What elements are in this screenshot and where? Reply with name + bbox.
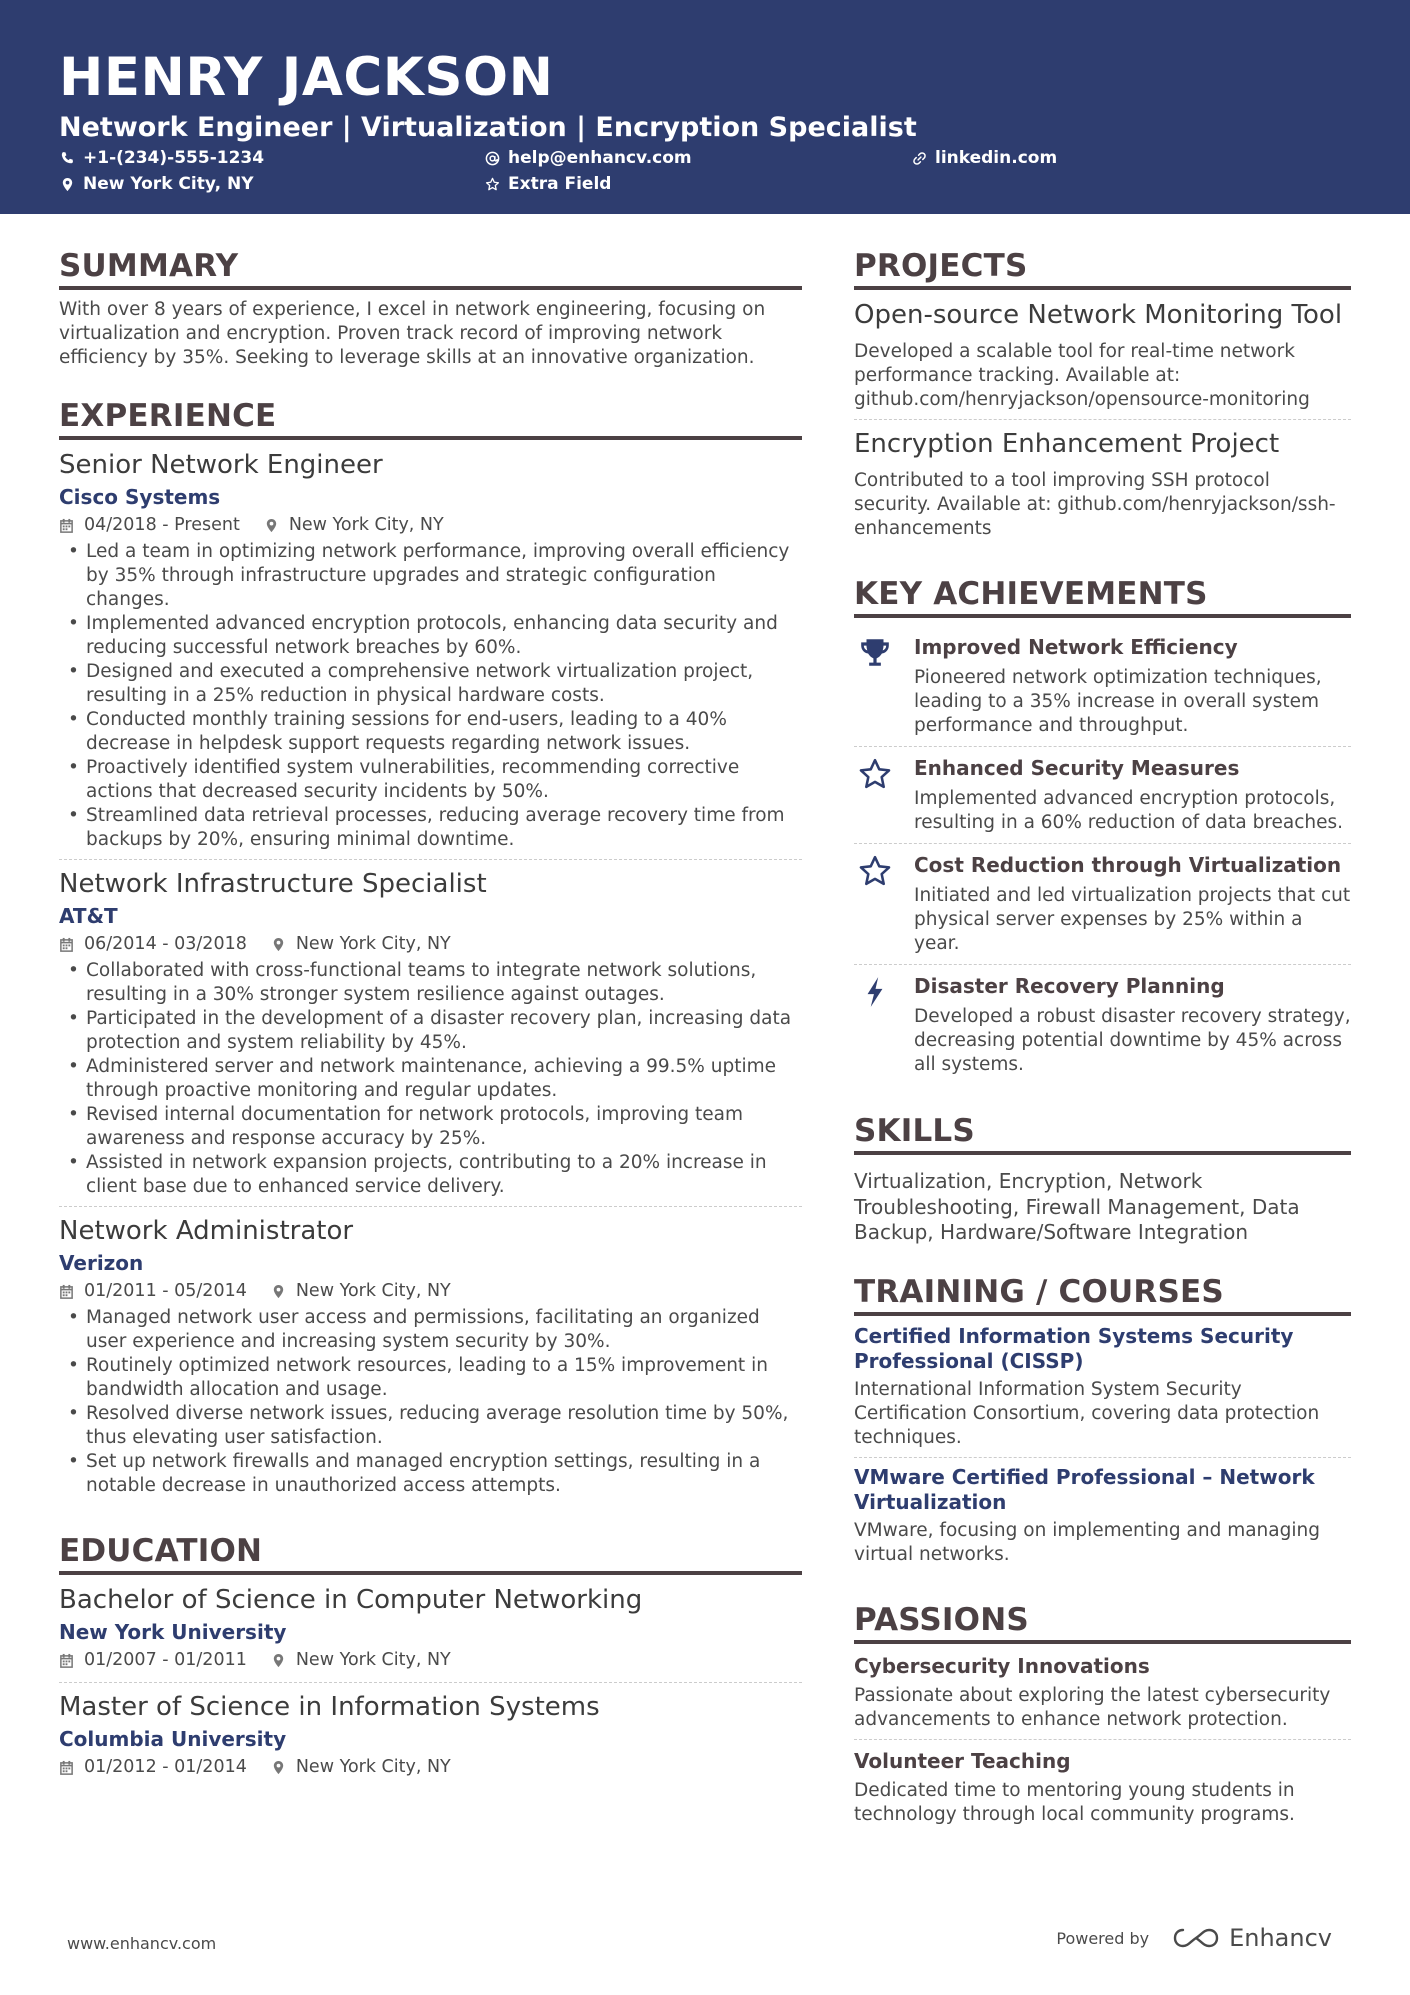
course-name: Certified Information Systems Security Professional (CISSP) (854, 1323, 1294, 1373)
course-description: VMware, focusing on implementing and managing virtual networks. (854, 1519, 1320, 1565)
education-entry (59, 1583, 802, 1683)
job-title: Network Administrator (59, 1216, 354, 1246)
education-dates: 01/2012 - 01/2014 (84, 1757, 247, 1777)
course-entry (854, 1465, 1351, 1574)
projects-section (854, 246, 1351, 548)
job-dates: 01/2011 - 05/2014 (84, 1281, 247, 1301)
achievement-description: Initiated and led virtualization projects that cut physical server expenses by 25% within a year. (914, 885, 1351, 954)
section-title-experience: EXPERIENCE (59, 396, 802, 440)
job-meta (59, 1278, 802, 1304)
contact-linkedin (912, 147, 1057, 169)
bullet-item: • Set up network firewalls and managed encryption settings, resulting in a notable decrease in unauthorized access attempts. (59, 1450, 802, 1498)
contact-extra (485, 173, 611, 195)
footer-website[interactable]: www.enhancv.com (67, 1934, 217, 1953)
summary-text: With over 8 years of experience, I excel in network engineering, focusing on virtualization and encryption. Proven track record of improving network efficiency by 35%. Seeking to leverage skills at an innovative organization. (59, 299, 766, 368)
education-location: New York City, NY (295, 1650, 451, 1670)
school-name: New York University (59, 1620, 287, 1644)
section-title-skills: SKILLS (854, 1111, 1351, 1155)
enhancv-logo[interactable] (1173, 1924, 1332, 1952)
location-text: New York City, NY (83, 174, 254, 194)
experience-entry (59, 1214, 802, 1505)
contact-location (60, 173, 254, 195)
link-icon (912, 151, 927, 166)
passion-entry (854, 1652, 1351, 1740)
course-name: VMware Certified Professional – Network Virtualization (854, 1464, 1315, 1514)
section-title-projects: PROJECTS (854, 246, 1351, 290)
location-pin-icon (60, 177, 75, 192)
experience-entry (59, 448, 802, 860)
degree-title: Bachelor of Science in Computer Networking (59, 1585, 643, 1615)
location-pin-icon (264, 518, 279, 533)
experience-entry (59, 867, 802, 1207)
calendar-icon (59, 937, 74, 952)
skills-section (854, 1111, 1351, 1246)
brand-name: Enhancv (1229, 1924, 1332, 1952)
job-dates: 04/2018 - Present (84, 515, 240, 535)
location-pin-icon (271, 1284, 286, 1299)
extra-field-text: Extra Field (508, 174, 612, 194)
achievement-title: Cost Reduction through Virtualization (914, 853, 1342, 877)
contact-email (485, 147, 692, 169)
section-title-passions: PASSIONS (854, 1600, 1351, 1644)
location-pin-icon (271, 1653, 286, 1668)
phone-text: +1-(234)-555-1234 (83, 148, 265, 168)
achievements-section (854, 574, 1351, 1085)
achievement-entry (854, 747, 1351, 844)
section-title-achievements: KEY ACHIEVEMENTS (854, 574, 1351, 618)
job-location: New York City, NY (295, 934, 451, 954)
powered-by-text: Powered by (1056, 1928, 1150, 1948)
bullet-item: • Implemented advanced encryption protocols, enhancing data security and reducing successful network breaches by 60%. (59, 612, 802, 660)
bullet-item: • Proactively identified system vulnerabilities, recommending corrective actions that decreased security incidents by 50%. (59, 756, 802, 804)
education-section (59, 1531, 802, 1789)
passion-entry (854, 1747, 1351, 1834)
linkedin-text: linkedin.com (935, 148, 1058, 168)
job-bullets (59, 1306, 802, 1498)
bullet-item: • Participated in the development of a disaster recovery plan, increasing data protection and system reliability by 45%. (59, 1007, 802, 1055)
achievement-entry (854, 965, 1351, 1085)
bullet-item: • Routinely optimized network resources, leading to a 15% improvement in bandwidth allocation and usage. (59, 1354, 802, 1402)
bullet-item: • Collaborated with cross-functional teams to integrate network solutions, resulting in a 30% stronger system resilience against outages. (59, 959, 802, 1007)
trophy-icon (858, 636, 892, 670)
calendar-icon (59, 1284, 74, 1299)
contact-phone (60, 147, 264, 169)
project-name: Encryption Enhancement Project (854, 429, 1280, 459)
candidate-name: HENRY JACKSON (59, 47, 554, 108)
education-dates: 01/2007 - 01/2011 (84, 1650, 247, 1670)
passion-description: Passionate about exploring the latest cybersecurity advancements to enhance network protection. (854, 1684, 1331, 1730)
company-name: AT&T (59, 904, 118, 928)
achievement-entry (854, 626, 1351, 747)
candidate-headline: Network Engineer | Virtualization | Encryption Specialist (59, 112, 917, 143)
project-description: Developed a scalable tool for real-time network performance tracking. Available at: github.com/henryjackson/opensource-monitoring (854, 341, 1310, 410)
achievement-description: Implemented advanced encryption protocols, resulting in a 60% reduction of data breaches. (914, 788, 1344, 833)
passion-name: Volunteer Teaching (854, 1748, 1071, 1773)
right-column (854, 246, 1351, 1860)
achievement-description: Pioneered network optimization techniques, leading to a 35% increase in overall system performance and throughput. (914, 667, 1322, 736)
passions-section (854, 1600, 1351, 1834)
degree-title: Master of Science in Information Systems (59, 1692, 600, 1722)
section-title-training: TRAINING / COURSES (854, 1272, 1351, 1316)
job-meta (59, 512, 802, 538)
project-entry (854, 427, 1351, 548)
job-bullets (59, 540, 802, 852)
achievement-entry (854, 844, 1351, 965)
star-icon (858, 757, 892, 791)
passion-description: Dedicated time to mentoring young students in technology through local community programs. (854, 1779, 1295, 1825)
job-location: New York City, NY (288, 515, 444, 535)
job-dates: 06/2014 - 03/2018 (84, 934, 247, 954)
section-title-summary: SUMMARY (59, 246, 802, 290)
education-meta (59, 1647, 802, 1673)
section-title-education: EDUCATION (59, 1531, 802, 1575)
bullet-item: • Designed and executed a comprehensive network virtualization project, resulting in a 25% reduction in physical hardware costs. (59, 660, 802, 708)
passion-name: Cybersecurity Innovations (854, 1653, 1150, 1678)
project-description: Contributed to a tool improving SSH protocol security. Available at: github.com/henryjackson/ssh-enhancements (854, 470, 1336, 539)
bullet-item: • Administered server and network maintenance, achieving a 99.5% uptime through proactive monitoring and regular updates. (59, 1055, 802, 1103)
education-entry (59, 1690, 802, 1789)
course-entry (854, 1324, 1351, 1458)
star-icon (858, 854, 892, 888)
bullet-item: • Led a team in optimizing network performance, improving overall efficiency by 35% through infrastructure upgrades and strategic configuration changes. (59, 540, 802, 612)
footer-branding (1056, 1924, 1332, 1952)
achievement-title: Enhanced Security Measures (914, 756, 1240, 780)
achievement-title: Disaster Recovery Planning (914, 974, 1225, 998)
location-pin-icon (271, 937, 286, 952)
achievement-title: Improved Network Efficiency (914, 635, 1238, 659)
job-title: Network Infrastructure Specialist (59, 869, 487, 899)
school-name: Columbia University (59, 1727, 287, 1751)
summary-section (59, 246, 802, 370)
bullet-item: • Conducted monthly training sessions for end-users, leading to a 40% decrease in helpdesk support requests regarding network issues. (59, 708, 802, 756)
job-bullets (59, 959, 802, 1199)
bullet-item: • Revised internal documentation for network protocols, improving team awareness and response accuracy by 25%. (59, 1103, 802, 1151)
bullet-item: • Assisted in network expansion projects, contributing to a 20% increase in client base due to enhanced service delivery. (59, 1151, 802, 1199)
enhancv-logo-icon (1173, 1926, 1219, 1950)
course-description: International Information System Security Certification Consortium, covering data protection techniques. (854, 1378, 1320, 1448)
skills-text: Virtualization, Encryption, Network Troubleshooting, Firewall Management, Data Backup, Hardware/Software Integration (854, 1169, 1300, 1244)
bullet-item: • Managed network user access and permissions, facilitating an organized user experience and increasing system security by 30%. (59, 1306, 802, 1354)
education-meta (59, 1754, 802, 1780)
education-location: New York City, NY (295, 1757, 451, 1777)
location-pin-icon (271, 1760, 286, 1775)
phone-icon (60, 151, 75, 166)
resume-header (0, 0, 1410, 214)
job-title: Senior Network Engineer (59, 450, 383, 480)
lightning-icon (858, 975, 892, 1009)
project-entry (854, 298, 1351, 420)
left-column (59, 246, 802, 1815)
calendar-icon (59, 518, 74, 533)
training-section (854, 1272, 1351, 1574)
experience-section (59, 396, 802, 1505)
job-meta (59, 931, 802, 957)
star-outline-icon (485, 177, 500, 192)
company-name: Cisco Systems (59, 485, 221, 509)
at-sign-icon (485, 151, 500, 166)
job-location: New York City, NY (295, 1281, 451, 1301)
company-name: Verizon (59, 1251, 144, 1275)
calendar-icon (59, 1760, 74, 1775)
calendar-icon (59, 1653, 74, 1668)
achievement-description: Developed a robust disaster recovery strategy, decreasing potential downtime by 45% across all systems. (914, 1006, 1351, 1075)
project-name: Open-source Network Monitoring Tool (854, 300, 1343, 330)
email-text: help@enhancv.com (508, 148, 692, 168)
bullet-item: • Streamlined data retrieval processes, reducing average recovery time from backups by 20%, ensuring minimal downtime. (59, 804, 802, 852)
bullet-item: • Resolved diverse network issues, reducing average resolution time by 50%, thus elevating user satisfaction. (59, 1402, 802, 1450)
